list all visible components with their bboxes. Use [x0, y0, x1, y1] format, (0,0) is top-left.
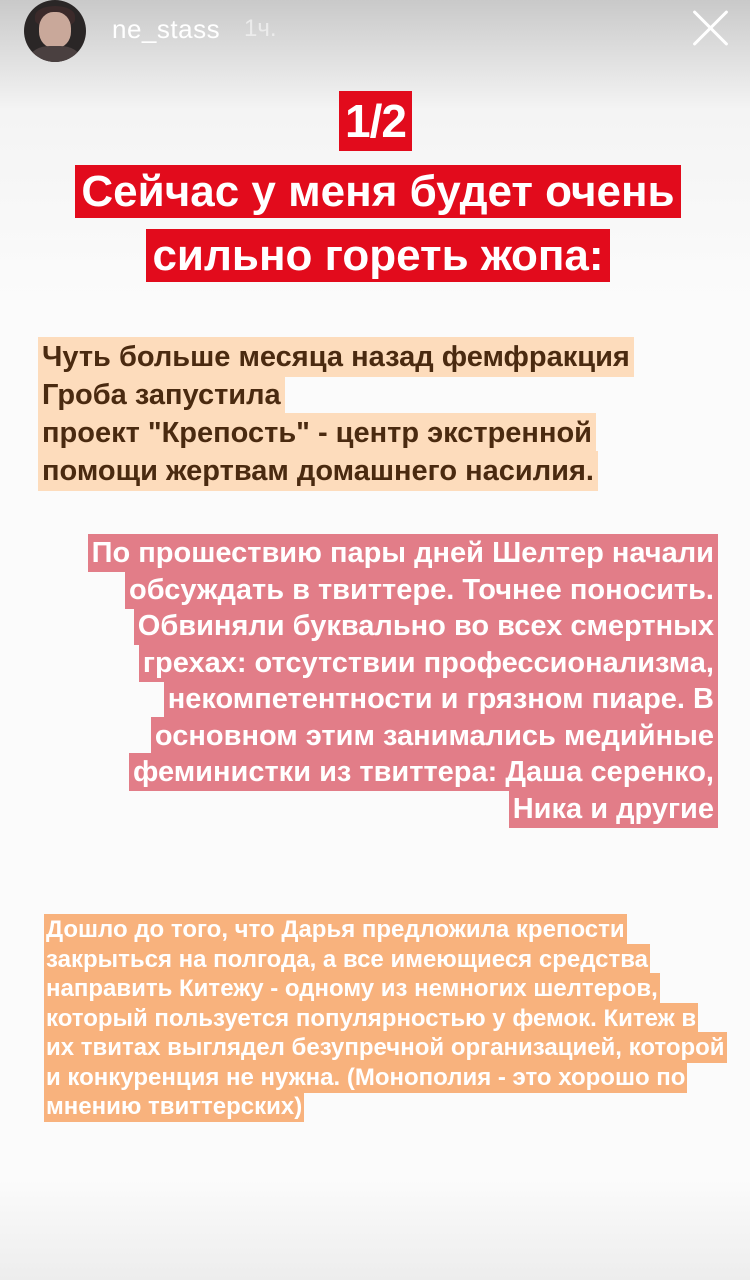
paragraph-line: Ника и другие [509, 790, 718, 828]
paragraph-line: Гроба запустила [38, 375, 285, 415]
paragraph-line: По прошествию пары дней Шелтер начали [88, 534, 718, 572]
headline-line: сильно гореть жопа: [146, 229, 609, 282]
story-header [0, 0, 750, 70]
paragraph-project-announcement [38, 338, 678, 490]
paragraph-line: проект "Крепость" - центр экстренной [38, 413, 596, 453]
paragraph-line: феминистки из твиттера: Даша серенко, [129, 753, 718, 791]
paragraph-line: Чуть больше месяца назад фемфракция [38, 337, 634, 377]
paragraph-line: который пользуется популярностью у фемок. Китеж в [46, 1004, 697, 1032]
paragraph-line: грехах: отсутствии профессионализма, [139, 644, 718, 682]
headline [40, 160, 716, 288]
close-icon[interactable] [690, 8, 730, 48]
post-time: 1ч. [244, 15, 277, 42]
headline-line: Сейчас у меня будет очень [75, 165, 680, 218]
paragraph-line: их твитах выглядел безупречной организацией, которой [46, 1034, 725, 1061]
avatar-face [39, 12, 71, 48]
avatar-body [30, 46, 80, 62]
paragraph-line: Дошло до того, что Дарья предложила крепости [46, 916, 625, 943]
paragraph-line: обсуждать в твиттере. Точнее поносить. [125, 571, 718, 609]
paragraph-line: Обвиняли буквально во всех смертных [134, 607, 718, 645]
username[interactable]: ne_stass [112, 14, 221, 44]
page-number: 1/2 [339, 91, 412, 151]
paragraph-line: основном этим занимались медийные [151, 717, 718, 755]
paragraph-line: и конкуренция не нужна. (Монополия - это хорошо по [46, 1063, 686, 1091]
paragraph-line: помощи жертвам домашнего насилия. [38, 451, 598, 491]
paragraph-line: некомпетентности и грязном пиаре. В [164, 680, 718, 718]
paragraph-line: мнению твиттерских) [46, 1093, 303, 1120]
paragraph-line: закрыться на полгода, а все имеющиеся средства [46, 945, 649, 973]
paragraph-line: направить Китежу - одному из немногих шелтеров, [46, 975, 658, 1002]
avatar[interactable] [24, 0, 86, 62]
paragraph-kitezh [44, 915, 750, 1122]
paragraph-twitter-criticism [70, 535, 718, 827]
